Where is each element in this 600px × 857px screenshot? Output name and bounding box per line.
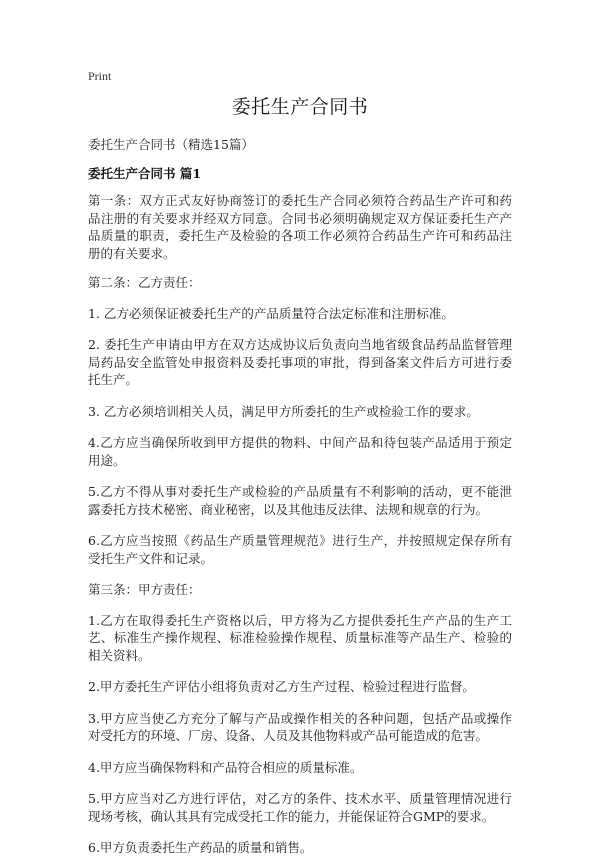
section-heading: 委托生产合同书 篇1 [88,166,202,181]
party-a-item: 5.甲方应当对乙方进行评估，对乙方的条件、技术水平、质量管理情况进行现场考核，确认其具有完成受托工作的能力，并能保证符合GMP的要求。 [88,791,512,824]
party-b-item: 5.乙方不得从事对委托生产或检验的产品质量有不利影响的活动，更不能泄露委托方技术秘密、商业秘密，以及其他违反法律、法规和规章的行为。 [88,484,512,517]
party-a-item: 3.甲方应当使乙方充分了解与产品或操作相关的各种问题，包括产品或操作对受托方的环境、厂房、设备、人员及其他物料或产品可能造成的危害。 [88,710,512,743]
print-link[interactable]: Print [88,69,112,83]
party-b-item: 1. 乙方必须保证被委托生产的产品质量符合法定标准和注册标准。 [88,305,454,321]
party-b-item: 2. 委托生产申请由甲方在双方达成协议后负责向当地省级食品药品监督管理局药品安全监管处申报资料及委托事项的审批，得到备案文件后方可进行委托生产。 [88,337,512,387]
party-b-item: 4.乙方应当确保所收到甲方提供的物料、中间产品和待包装产品适用于预定用途。 [88,435,512,468]
article-3-heading: 第三条：甲方责任： [88,582,201,597]
page-title: 委托生产合同书 [231,96,369,118]
article-1-paragraph: 第一条：双方正式友好协商签订的委托生产合同必须符合药品生产许可和药品注册的有关要求并经双方同意。合同书必须明确规定双方保证委托生产产品质量的职责，委托生产及检验的各项工作必须符合药品生产许可和药品注册的有关要求。 [88,193,512,261]
document-subtitle: 委托生产合同书（精选15篇） [88,137,254,152]
party-a-item: 4.甲方应当确保物料和产品符合相应的质量标准。 [88,759,363,775]
party-a-item: 1.乙方在取得委托生产资格以后，甲方将为乙方提供委托生产产品的生产工艺、标准生产操作规程、标准检验操作规程、质量标准等产品生产、检验的相关资料。 [88,612,512,663]
party-b-item: 6.乙方应当按照《药品生产质量管理规范》进行生产，并按照规定保存所有受托生产文件和记录。 [88,533,512,566]
article-2-heading: 第二条：乙方责任： [88,275,201,290]
party-a-item: 6.甲方负责委托生产药品的质量和销售。 [88,840,313,855]
party-b-item: 3. 乙方必须培训相关人员，满足甲方所委托的生产或检验工作的要求。 [88,403,479,419]
party-a-item: 2.甲方委托生产评估小组将负责对乙方生产过程、检验过程进行监督。 [88,679,475,694]
